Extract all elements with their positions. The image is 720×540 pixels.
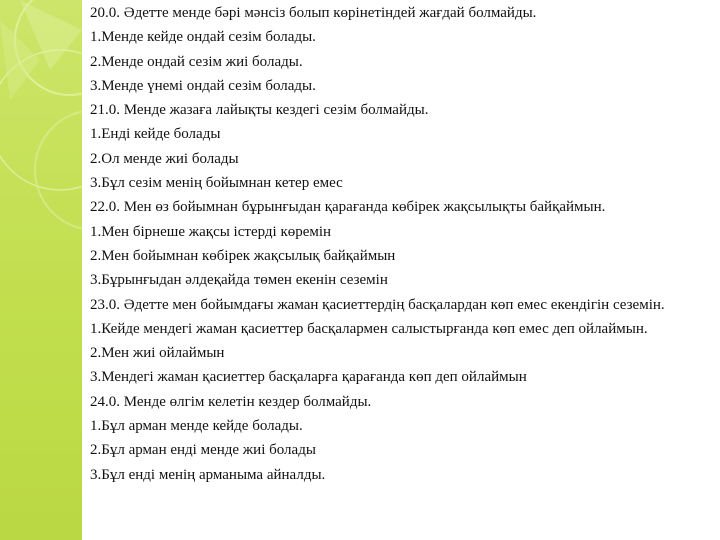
text-line: 3.Бұрынғыдан әлдеқайда төмен екенін сеземін	[90, 272, 388, 289]
text-line: 2.Бұл арман енді менде жиі болады	[90, 442, 316, 459]
decorative-swirl-graphic	[0, 0, 82, 540]
text-line: 2.Мен бойымнан көбірек жақсылық байқаймын	[90, 247, 396, 264]
text-line: 20.0. Әдетте менде бәрі мәнсіз болып көрінетіндей жағдай болмайды.	[90, 5, 537, 21]
text-line: 1.Кейде мендегі жаман қасиеттер басқалармен салыстырғанда көп емес деп ойлаймын.	[90, 320, 648, 337]
text-line: 24.0. Менде өлгім келетін кездер болмайды.	[90, 393, 372, 410]
text-line: 3.Бұл сезім менің бойымнан кетер емес	[90, 175, 343, 192]
text-line: 21.0. Менде жазаға лайықты кездегі сезім болмайды.	[90, 102, 429, 119]
text-line: 22.0. Мен өз бойымнан бұрынғыдан қарағанда көбірек жақсылықты байқаймын.	[90, 199, 606, 216]
text-line: 2.Ол менде жиі болады	[90, 150, 239, 167]
text-line: 1.Менде кейде ондай сезім болады.	[90, 29, 316, 46]
text-line: 2.Мен жиі ойлаймын	[90, 345, 225, 362]
text-line: 1.Енді кейде болады	[90, 126, 221, 143]
text-line: 1.Мен бірнеше жақсы істерді көремін	[90, 223, 332, 240]
decorative-side-panel	[0, 0, 82, 540]
text-line: 3.Мендегі жаман қасиеттер басқаларға қарағанда көп деп ойлаймын	[90, 369, 527, 386]
document-text-body	[90, 2, 700, 488]
text-line: 3.Менде үнемі ондай сезім болады.	[90, 77, 316, 94]
text-line: 3.Бұл енді менің арманыма айналды.	[90, 466, 326, 483]
text-line: 23.0. Әдетте мен бойымдағы жаман қасиеттердің басқалардан көп емес екендігін сеземін.	[90, 296, 665, 313]
text-line: 1.Бұл арман менде кейде болады.	[90, 418, 303, 435]
text-line: 2.Менде ондай сезім жиі болады.	[90, 53, 303, 70]
